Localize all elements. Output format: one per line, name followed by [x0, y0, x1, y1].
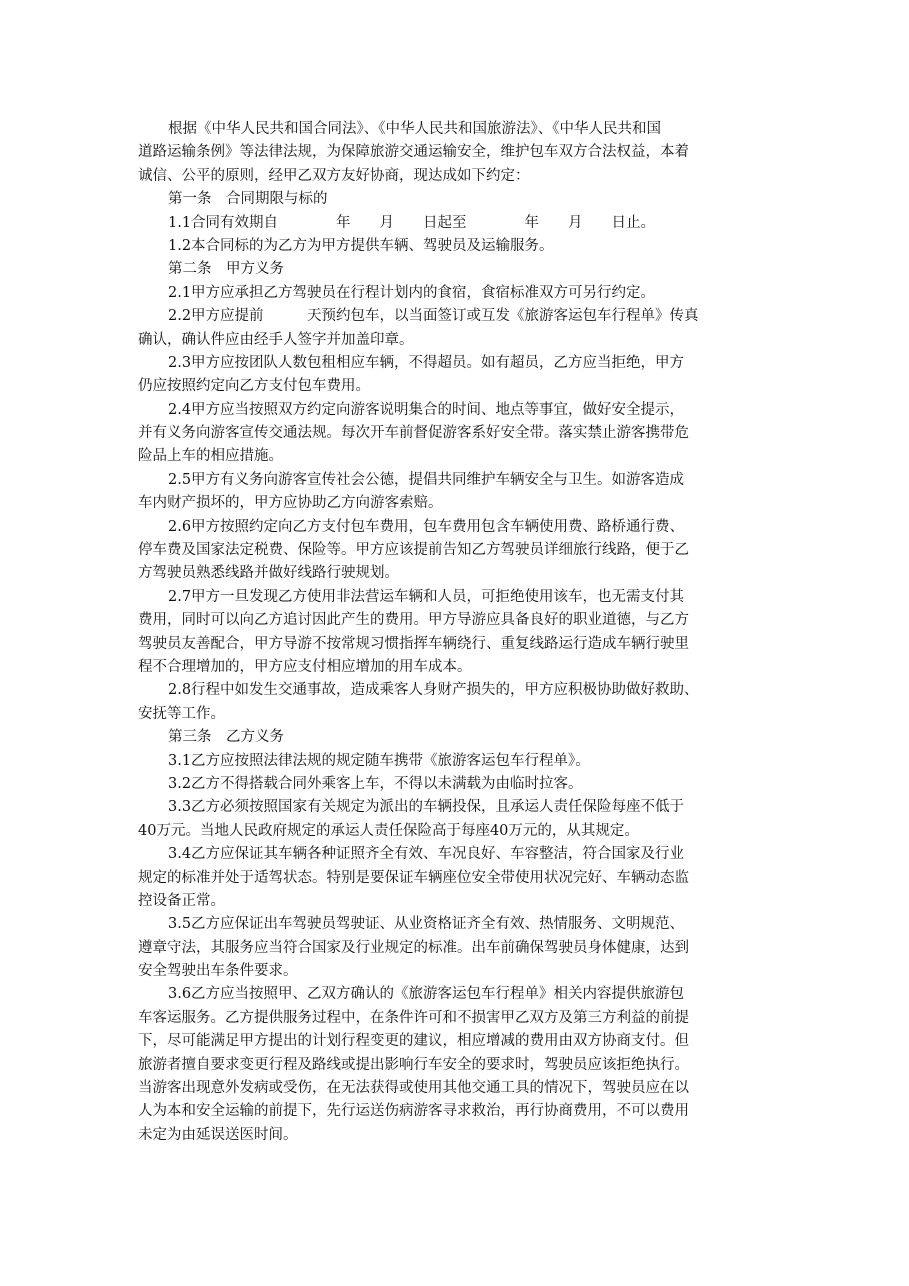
text-line: 3.4乙方应保证其车辆各种证照齐全有效、车况良好、车容整洁，符合国家及行业	[168, 846, 685, 863]
text-line: 道路运输条例》等法律法规，为保障旅游交通运输安全，维护包车双方合法权益，本着	[138, 144, 689, 161]
text-line: 费用，同时可以向乙方追讨因此产生的费用。甲方导游应具备良好的职业道德，与乙方	[138, 612, 689, 629]
text-line: 3.6乙方应当按照甲、乙双方确认的《旅游客运包车行程单》相关内容提供旅游包	[168, 986, 685, 1003]
text-line: 3.5乙方应保证出车驾驶员驾驶证、从业资格证齐全有效、热情服务、文明规范、	[168, 916, 685, 933]
text-line: 停车费及国家法定税费、保险等。甲方应该提前告知乙方驾驶员详细旅行线路，便于乙	[138, 542, 689, 559]
text-line: 2.5甲方有义务向游客宣传社会公德，提倡共同维护车辆安全与卫生。如游客造成	[168, 471, 685, 488]
text-line: 旅游者擅自要求变更行程及路线或提出影响行车安全的要求时，驾驶员应该拒绝执行。	[138, 1056, 689, 1073]
text-line: 3.1乙方应按照法律法规的规定随车携带《旅游客运包车行程单》。	[168, 752, 590, 769]
text-line: 控设备正常。	[138, 892, 225, 909]
text-line: 第一条 合同期限与标的	[168, 191, 328, 208]
text-line: 2.3甲方应按团队人数包租相应车辆，不得超员。如有超员，乙方应当拒绝，甲方	[168, 354, 685, 371]
text-line: 确认，确认件应由经手人签字并加盖印章。	[138, 331, 414, 348]
text-line: 1.1合同有效期自 年 月 日起至 年 月 日止。	[168, 214, 656, 231]
text-line: 第三条 乙方义务	[168, 729, 284, 746]
text-line: 1.2本合同标的为乙方为甲方提供车辆、驾驶员及运输服务。	[168, 237, 554, 254]
text-line: 下，尽可能满足甲方提出的计划行程变更的建议，相应增减的费用由双方协商支付。但	[138, 1033, 689, 1050]
text-line: 2.6甲方按照约定向乙方支付包车费用，包车费用包含车辆使用费、路桥通行费、	[168, 518, 685, 535]
text-line: 遵章守法，其服务应当符合国家及行业规定的标准。出车前确保驾驶员身体健康，达到	[138, 939, 689, 956]
contract-body	[138, 118, 788, 1147]
text-line: 诚信、公平的原则，经甲乙双方友好协商，现达成如下约定：	[138, 167, 530, 184]
text-line: 安抚等工作。	[138, 705, 225, 722]
text-line: 仍应按照约定向乙方支付包车费用。	[138, 378, 370, 395]
text-line: 驾驶员友善配合，甲方导游不按常规习惯指挥车辆绕行、重复线路运行造成车辆行驶里	[138, 635, 689, 652]
text-line: 40万元。当地人民政府规定的承运人责任保险高于每座40万元的，从其规定。	[138, 822, 639, 839]
text-line: 人为本和安全运输的前提下，先行运送伤病游客寻求救治，再行协商费用，不可以费用	[138, 1103, 689, 1120]
text-line: 车客运服务。乙方提供服务过程中，在条件许可和不损害甲乙双方及第三方利益的前提	[138, 1009, 689, 1026]
text-line: 当游客出现意外发病或受伤，在无法获得或使用其他交通工具的情况下，驾驶员应在以	[138, 1080, 689, 1097]
text-line: 车内财产损坏的，甲方应协助乙方向游客索赔。	[138, 495, 443, 512]
text-line: 2.8行程中如发生交通事故，造成乘客人身财产损失的，甲方应积极协助做好救助、	[168, 682, 699, 699]
text-line: 未定为由延误送医时间。	[138, 1126, 298, 1143]
text-line: 第二条 甲方义务	[168, 261, 284, 278]
text-line: 2.2甲方应提前 天预约包车，以当面签订或互发《旅游客运包车行程单》传真	[168, 308, 699, 325]
text-line: 并有义务向游客宣传交通法规。每次开车前督促游客系好安全带。落实禁止游客携带危	[138, 425, 689, 442]
text-line: 2.7甲方一旦发现乙方使用非法营运车辆和人员，可拒绝使用该车，也无需支付其	[168, 588, 685, 605]
text-line: 2.1甲方应承担乙方驾驶员在行程计划内的食宿，食宿标准双方可另行约定。	[168, 284, 656, 301]
text-line: 险品上车的相应措施。	[138, 448, 283, 465]
text-line: 程不合理增加的，甲方应支付相应增加的用车成本。	[138, 658, 472, 675]
text-line: 根据《中华人民共和国合同法》、《中华人民共和国旅游法》、《中华人民共和国	[168, 121, 661, 137]
text-line: 3.2乙方不得搭载合同外乘客上车，不得以未满载为由临时拉客。	[168, 775, 583, 792]
text-line: 规定的标准并处于适驾状态。特别是要保证车辆座位安全带使用状况完好、车辆动态监	[138, 869, 689, 886]
text-line: 方驾驶员熟悉线路并做好线路行驶规划。	[138, 565, 399, 582]
text-line: 安全驾驶出车条件要求。	[138, 963, 298, 980]
text-line: 2.4甲方应当按照双方约定向游客说明集合的时间、地点等事宜，做好安全提示，	[168, 401, 685, 418]
text-line: 3.3乙方必须按照国家有关规定为派出的车辆投保，且承运人责任保险每座不低于	[168, 799, 685, 816]
